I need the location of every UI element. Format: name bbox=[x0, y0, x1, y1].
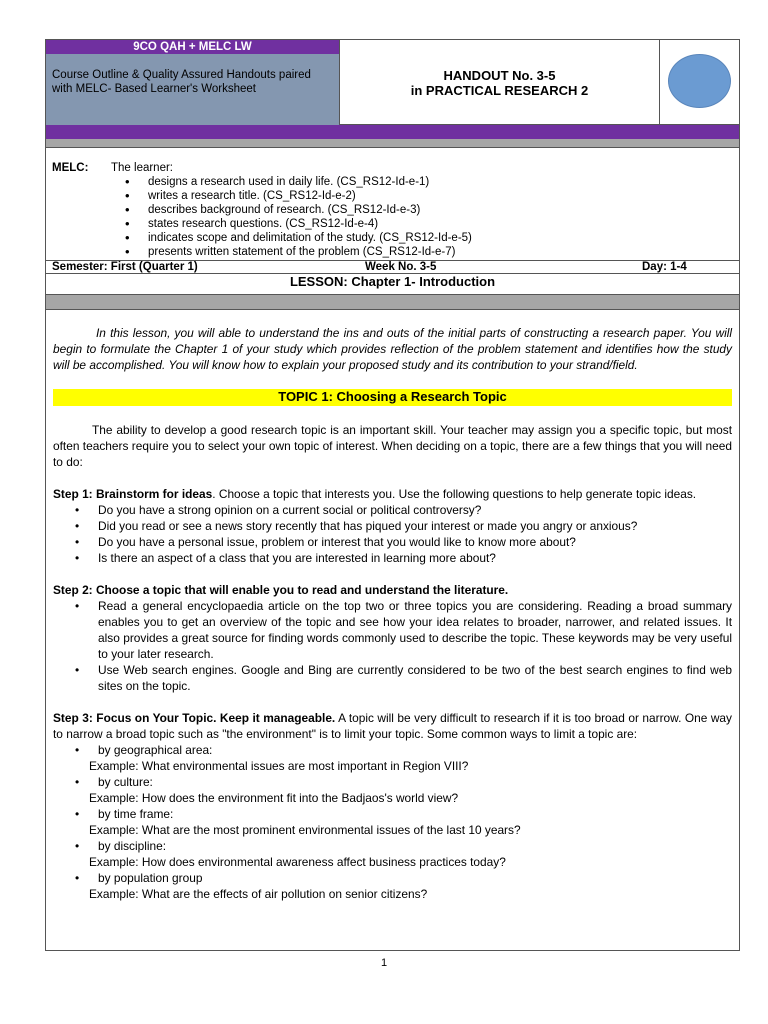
school-logo bbox=[668, 54, 731, 108]
step1-list bbox=[98, 502, 732, 566]
limit-list bbox=[98, 838, 732, 854]
handout-number: HANDOUT No. 3-5 bbox=[443, 68, 556, 83]
content bbox=[53, 325, 732, 902]
handout-frame bbox=[45, 39, 740, 951]
limit-item bbox=[98, 742, 732, 758]
lesson-title: LESSON: Chapter 1- Introduction bbox=[289, 274, 496, 289]
limit-label: by time frame: bbox=[98, 807, 174, 821]
list-item: • Is there an aspect of a class that you are interested in learning more about? bbox=[98, 550, 732, 566]
step1-paragraph bbox=[53, 486, 732, 502]
limit-label: by population group bbox=[98, 871, 203, 885]
purple-divider bbox=[46, 125, 739, 139]
step2-paragraph bbox=[53, 582, 732, 598]
limit-label: by culture: bbox=[98, 775, 153, 789]
melc-item: • states research questions. (CS_RS12-Id-e-4) bbox=[123, 217, 732, 231]
limit-item bbox=[98, 774, 732, 790]
melc-label: MELC: bbox=[52, 162, 89, 174]
day: Day: 1-4 bbox=[642, 261, 687, 273]
list-item: • Do you have a personal issue, problem or interest that you would like to know more about? bbox=[98, 534, 732, 550]
melc-item: • describes background of research. (CS_RS12-Id-e-3) bbox=[123, 203, 732, 217]
course-description: Course Outline & Quality Assured Handouts paired with MELC- Based Learner's Worksheet bbox=[46, 54, 339, 125]
limit-example: Example: What environmental issues are most important in Region VIII? bbox=[89, 759, 469, 773]
limit-list bbox=[98, 742, 732, 758]
list-item: • Use Web search engines. Google and Bing are currently considered to be two of the best search engines to find web sites on the topic. bbox=[98, 662, 732, 694]
melc-intro: The learner: bbox=[111, 162, 174, 174]
step1-title: Step 1: Brainstorm for ideas bbox=[53, 487, 213, 501]
page-number: 1 bbox=[380, 957, 388, 969]
intro-paragraph: In this lesson, you will able to understand the ins and outs of the initial parts of constructing a research paper. You will begin to formulate the Chapter 1 of your study which provides reflection of the problem statement and identifies how the study will be accomplished. You will know how to explain your proposed study and its contribution to your strand/field. bbox=[53, 326, 732, 372]
limit-label: by geographical area: bbox=[98, 743, 213, 757]
limit-list bbox=[98, 774, 732, 790]
limit-example: Example: How does the environment fit into the Badjaos's world view? bbox=[89, 791, 459, 805]
limit-label: by discipline: bbox=[98, 839, 167, 853]
schedule-row bbox=[46, 260, 739, 274]
limit-list bbox=[98, 806, 732, 822]
step2-list bbox=[98, 598, 732, 694]
header-right bbox=[660, 40, 739, 125]
step3-text: A topic will be very difficult to research if it is too broad or narrow. One way to narrow a broad topic such as "the environment" is to limit your topic. Some common ways to limit a topic are: bbox=[53, 711, 732, 741]
limit-item bbox=[98, 870, 732, 886]
step3-title: Step 3: Focus on Your Topic. Keep it manageable. bbox=[53, 711, 336, 725]
header bbox=[46, 40, 739, 125]
limit-example: Example: How does environmental awareness affect business practices today? bbox=[89, 855, 506, 869]
limit-example: Example: What are the most prominent environmental issues of the last 10 years? bbox=[89, 823, 521, 837]
step3-paragraph bbox=[53, 710, 732, 742]
limit-item bbox=[98, 838, 732, 854]
list-item: • Read a general encyclopaedia article on the top two or three topics you are considering. Reading a broad summary enables you to get an overview of the topic and see how your idea relates to broader, narrower, and related issues. It also provides a great source for finding words commonly used to describe the topic. These keywords may be very useful to your later research. bbox=[98, 598, 732, 662]
topic-paragraph: The ability to develop a good research topic is an important skill. Your teacher may assign you a specific topic, but most often teachers require you to select your own topic of interest. When deciding on a topic, there are a few things that you will need to do: bbox=[53, 423, 732, 469]
list-item: • Did you read or see a news story recently that has piqued your interest or made you angry or anxious? bbox=[98, 518, 732, 534]
list-item: • Do you have a strong opinion on a current social or political controversy? bbox=[98, 502, 732, 518]
limit-example: Example: What are the effects of air pollution on senior citizens? bbox=[89, 887, 428, 901]
limit-list bbox=[98, 870, 732, 886]
gray-divider bbox=[46, 139, 739, 148]
semester: Semester: First (Quarter 1) bbox=[52, 261, 198, 273]
course-code: 9CO QAH + MELC LW bbox=[46, 40, 339, 54]
handout-title bbox=[340, 40, 660, 125]
header-left bbox=[46, 40, 340, 125]
melc-list bbox=[123, 175, 732, 259]
step2-title: Step 2: Choose a topic that will enable you to read and understand the literature. bbox=[53, 583, 509, 597]
gray-divider-2 bbox=[46, 294, 739, 310]
limit-item bbox=[98, 806, 732, 822]
melc-item: • designs a research used in daily life. (CS_RS12-Id-e-1) bbox=[123, 175, 732, 189]
topic-heading: TOPIC 1: Choosing a Research Topic bbox=[53, 389, 732, 406]
melc-item: • writes a research title. (CS_RS12-Id-e-2) bbox=[123, 189, 732, 203]
step1-text: . Choose a topic that interests you. Use the following questions to help generate topic ideas. bbox=[212, 487, 697, 501]
melc-section bbox=[52, 161, 732, 259]
melc-item: • presents written statement of the problem (CS_RS12-Id-e-7) bbox=[123, 245, 732, 259]
handout-subject: in PRACTICAL RESEARCH 2 bbox=[410, 83, 589, 98]
melc-item: • indicates scope and delimitation of the study. (CS_RS12-Id-e-5) bbox=[123, 231, 732, 245]
week: Week No. 3-5 bbox=[365, 261, 437, 273]
